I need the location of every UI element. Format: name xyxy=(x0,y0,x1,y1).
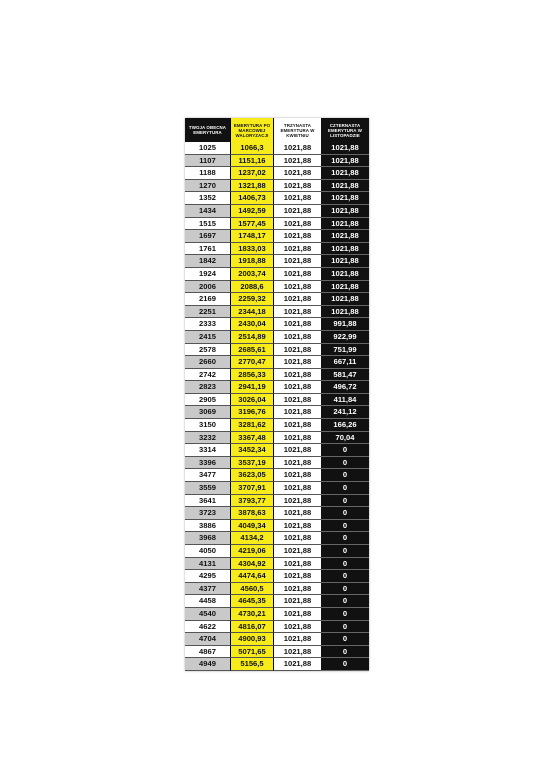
current-pension-cell: 4704 xyxy=(185,633,230,646)
header-current-pension: TWOJA OBECNA EMERYTURA xyxy=(185,118,230,142)
thirteenth-pension-cell: 1021,88 xyxy=(274,356,321,369)
thirteenth-pension-cell: 1021,88 xyxy=(274,570,321,583)
thirteenth-pension-cell: 1021,88 xyxy=(274,558,321,571)
thirteenth-pension-cell: 1021,88 xyxy=(274,281,321,294)
header-pension-after-indexation: EMERYTURA PO MARCOWEJ WALORYZACJI xyxy=(230,118,274,142)
fourteenth-pension-cell: 241,12 xyxy=(321,406,369,419)
thirteenth-pension-cell: 1021,88 xyxy=(274,646,321,659)
table-row xyxy=(185,243,369,256)
fourteenth-pension-cell: 751,99 xyxy=(321,344,369,357)
indexed-pension-cell: 1577,45 xyxy=(230,218,274,231)
fourteenth-pension-cell: 1021,88 xyxy=(321,192,369,205)
indexed-pension-cell: 3196,76 xyxy=(230,406,274,419)
table-row xyxy=(185,406,369,419)
thirteenth-pension-cell: 1021,88 xyxy=(274,192,321,205)
table-row xyxy=(185,457,369,470)
indexed-pension-cell: 2259,32 xyxy=(230,293,274,306)
fourteenth-pension-cell: 0 xyxy=(321,621,369,634)
indexed-pension-cell: 4560,5 xyxy=(230,583,274,596)
fourteenth-pension-cell: 1021,88 xyxy=(321,218,369,231)
table-row xyxy=(185,318,369,331)
current-pension-cell: 1697 xyxy=(185,230,230,243)
fourteenth-pension-cell: 0 xyxy=(321,608,369,621)
indexed-pension-cell: 4049,34 xyxy=(230,520,274,533)
table-row xyxy=(185,218,369,231)
thirteenth-pension-cell: 1021,88 xyxy=(274,243,321,256)
thirteenth-pension-cell: 1021,88 xyxy=(274,419,321,432)
current-pension-cell: 3150 xyxy=(185,419,230,432)
current-pension-cell: 3968 xyxy=(185,532,230,545)
table-row xyxy=(185,444,369,457)
thirteenth-pension-cell: 1021,88 xyxy=(274,293,321,306)
thirteenth-pension-cell: 1021,88 xyxy=(274,507,321,520)
fourteenth-pension-cell: 0 xyxy=(321,444,369,457)
indexed-pension-cell: 5156,5 xyxy=(230,658,274,671)
thirteenth-pension-cell: 1021,88 xyxy=(274,469,321,482)
indexed-pension-cell: 1918,88 xyxy=(230,255,274,268)
table-row xyxy=(185,595,369,608)
indexed-pension-cell: 2685,61 xyxy=(230,344,274,357)
indexed-pension-cell: 1237,02 xyxy=(230,167,274,180)
indexed-pension-cell: 4900,93 xyxy=(230,633,274,646)
indexed-pension-cell: 4645,35 xyxy=(230,595,274,608)
current-pension-cell: 3641 xyxy=(185,495,230,508)
current-pension-cell: 4050 xyxy=(185,545,230,558)
current-pension-cell: 2905 xyxy=(185,394,230,407)
fourteenth-pension-cell: 0 xyxy=(321,507,369,520)
indexed-pension-cell: 1406,73 xyxy=(230,192,274,205)
current-pension-cell: 4949 xyxy=(185,658,230,671)
table-row xyxy=(185,419,369,432)
thirteenth-pension-cell: 1021,88 xyxy=(274,230,321,243)
fourteenth-pension-cell: 0 xyxy=(321,520,369,533)
fourteenth-pension-cell: 1021,88 xyxy=(321,167,369,180)
fourteenth-pension-cell: 496,72 xyxy=(321,381,369,394)
table-row xyxy=(185,558,369,571)
thirteenth-pension-cell: 1021,88 xyxy=(274,482,321,495)
thirteenth-pension-cell: 1021,88 xyxy=(274,520,321,533)
table-row xyxy=(185,356,369,369)
thirteenth-pension-cell: 1021,88 xyxy=(274,545,321,558)
fourteenth-pension-cell: 1021,88 xyxy=(321,255,369,268)
table-row xyxy=(185,520,369,533)
indexed-pension-cell: 3623,05 xyxy=(230,469,274,482)
table-row xyxy=(185,306,369,319)
table-header xyxy=(185,118,369,142)
thirteenth-pension-cell: 1021,88 xyxy=(274,142,321,155)
table-row xyxy=(185,255,369,268)
thirteenth-pension-cell: 1021,88 xyxy=(274,155,321,168)
indexed-pension-cell: 1066,3 xyxy=(230,142,274,155)
thirteenth-pension-cell: 1021,88 xyxy=(274,255,321,268)
indexed-pension-cell: 2856,33 xyxy=(230,369,274,382)
current-pension-cell: 1842 xyxy=(185,255,230,268)
current-pension-cell: 3723 xyxy=(185,507,230,520)
current-pension-cell: 4377 xyxy=(185,583,230,596)
indexed-pension-cell: 4816,07 xyxy=(230,621,274,634)
indexed-pension-cell: 4304,92 xyxy=(230,558,274,571)
current-pension-cell: 1270 xyxy=(185,180,230,193)
current-pension-cell: 2742 xyxy=(185,369,230,382)
indexed-pension-cell: 4134,2 xyxy=(230,532,274,545)
fourteenth-pension-cell: 991,88 xyxy=(321,318,369,331)
indexed-pension-cell: 4730,21 xyxy=(230,608,274,621)
thirteenth-pension-cell: 1021,88 xyxy=(274,205,321,218)
thirteenth-pension-cell: 1021,88 xyxy=(274,394,321,407)
fourteenth-pension-cell: 0 xyxy=(321,469,369,482)
current-pension-cell: 2251 xyxy=(185,306,230,319)
thirteenth-pension-cell: 1021,88 xyxy=(274,218,321,231)
table-body xyxy=(185,142,369,671)
current-pension-cell: 1434 xyxy=(185,205,230,218)
table-row xyxy=(185,545,369,558)
indexed-pension-cell: 1748,17 xyxy=(230,230,274,243)
table-row xyxy=(185,532,369,545)
fourteenth-pension-cell: 1021,88 xyxy=(321,281,369,294)
thirteenth-pension-cell: 1021,88 xyxy=(274,457,321,470)
fourteenth-pension-cell: 0 xyxy=(321,495,369,508)
table-row xyxy=(185,495,369,508)
indexed-pension-cell: 2088,6 xyxy=(230,281,274,294)
fourteenth-pension-cell: 922,99 xyxy=(321,331,369,344)
indexed-pension-cell: 3793,77 xyxy=(230,495,274,508)
table-row xyxy=(185,482,369,495)
fourteenth-pension-cell: 1021,88 xyxy=(321,230,369,243)
table-row xyxy=(185,646,369,659)
indexed-pension-cell: 5071,65 xyxy=(230,646,274,659)
indexed-pension-cell: 3452,34 xyxy=(230,444,274,457)
current-pension-cell: 4622 xyxy=(185,621,230,634)
indexed-pension-cell: 3537,19 xyxy=(230,457,274,470)
table-row xyxy=(185,344,369,357)
current-pension-cell: 4131 xyxy=(185,558,230,571)
indexed-pension-cell: 3281,62 xyxy=(230,419,274,432)
current-pension-cell: 2333 xyxy=(185,318,230,331)
table-row xyxy=(185,369,369,382)
current-pension-cell: 1515 xyxy=(185,218,230,231)
table-row xyxy=(185,167,369,180)
table-row xyxy=(185,281,369,294)
fourteenth-pension-cell: 0 xyxy=(321,482,369,495)
current-pension-cell: 1924 xyxy=(185,268,230,281)
indexed-pension-cell: 2941,19 xyxy=(230,381,274,394)
thirteenth-pension-cell: 1021,88 xyxy=(274,268,321,281)
fourteenth-pension-cell: 1021,88 xyxy=(321,205,369,218)
thirteenth-pension-cell: 1021,88 xyxy=(274,381,321,394)
indexed-pension-cell: 1833,03 xyxy=(230,243,274,256)
table-row xyxy=(185,381,369,394)
indexed-pension-cell: 2344,18 xyxy=(230,306,274,319)
fourteenth-pension-cell: 1021,88 xyxy=(321,268,369,281)
table-row xyxy=(185,293,369,306)
table-row xyxy=(185,394,369,407)
fourteenth-pension-cell: 0 xyxy=(321,532,369,545)
thirteenth-pension-cell: 1021,88 xyxy=(274,369,321,382)
thirteenth-pension-cell: 1021,88 xyxy=(274,608,321,621)
current-pension-cell: 1352 xyxy=(185,192,230,205)
indexed-pension-cell: 4219,06 xyxy=(230,545,274,558)
table-row xyxy=(185,155,369,168)
indexed-pension-cell: 1492,59 xyxy=(230,205,274,218)
current-pension-cell: 3886 xyxy=(185,520,230,533)
table-row xyxy=(185,192,369,205)
thirteenth-pension-cell: 1021,88 xyxy=(274,344,321,357)
current-pension-cell: 2660 xyxy=(185,356,230,369)
thirteenth-pension-cell: 1021,88 xyxy=(274,532,321,545)
thirteenth-pension-cell: 1021,88 xyxy=(274,167,321,180)
thirteenth-pension-cell: 1021,88 xyxy=(274,180,321,193)
current-pension-cell: 1761 xyxy=(185,243,230,256)
fourteenth-pension-cell: 0 xyxy=(321,570,369,583)
current-pension-cell: 4458 xyxy=(185,595,230,608)
fourteenth-pension-cell: 70,04 xyxy=(321,432,369,445)
current-pension-cell: 2823 xyxy=(185,381,230,394)
fourteenth-pension-cell: 0 xyxy=(321,558,369,571)
table-row xyxy=(185,180,369,193)
header-fourteenth-pension: CZTERNASTA EMERYTURA W LISTOPADZIE xyxy=(321,118,369,142)
table-row xyxy=(185,507,369,520)
fourteenth-pension-cell: 1021,88 xyxy=(321,180,369,193)
table-row xyxy=(185,268,369,281)
table-row xyxy=(185,621,369,634)
table-row xyxy=(185,633,369,646)
thirteenth-pension-cell: 1021,88 xyxy=(274,658,321,671)
current-pension-cell: 4295 xyxy=(185,570,230,583)
thirteenth-pension-cell: 1021,88 xyxy=(274,633,321,646)
fourteenth-pension-cell: 1021,88 xyxy=(321,155,369,168)
current-pension-cell: 3559 xyxy=(185,482,230,495)
indexed-pension-cell: 3707,91 xyxy=(230,482,274,495)
table-row xyxy=(185,331,369,344)
current-pension-cell: 1188 xyxy=(185,167,230,180)
fourteenth-pension-cell: 581,47 xyxy=(321,369,369,382)
fourteenth-pension-cell: 166,26 xyxy=(321,419,369,432)
indexed-pension-cell: 2770,47 xyxy=(230,356,274,369)
thirteenth-pension-cell: 1021,88 xyxy=(274,621,321,634)
current-pension-cell: 3232 xyxy=(185,432,230,445)
thirteenth-pension-cell: 1021,88 xyxy=(274,495,321,508)
table-row xyxy=(185,658,369,671)
indexed-pension-cell: 4474,64 xyxy=(230,570,274,583)
current-pension-cell: 4540 xyxy=(185,608,230,621)
indexed-pension-cell: 2514,89 xyxy=(230,331,274,344)
fourteenth-pension-cell: 0 xyxy=(321,583,369,596)
fourteenth-pension-cell: 1021,88 xyxy=(321,243,369,256)
current-pension-cell: 4867 xyxy=(185,646,230,659)
table-row xyxy=(185,432,369,445)
indexed-pension-cell: 2003,74 xyxy=(230,268,274,281)
fourteenth-pension-cell: 0 xyxy=(321,545,369,558)
fourteenth-pension-cell: 1021,88 xyxy=(321,306,369,319)
current-pension-cell: 3314 xyxy=(185,444,230,457)
fourteenth-pension-cell: 0 xyxy=(321,457,369,470)
fourteenth-pension-cell: 0 xyxy=(321,633,369,646)
current-pension-cell: 1025 xyxy=(185,142,230,155)
thirteenth-pension-cell: 1021,88 xyxy=(274,406,321,419)
fourteenth-pension-cell: 1021,88 xyxy=(321,142,369,155)
table-row xyxy=(185,469,369,482)
table-row xyxy=(185,142,369,155)
indexed-pension-cell: 3367,48 xyxy=(230,432,274,445)
fourteenth-pension-cell: 667,11 xyxy=(321,356,369,369)
fourteenth-pension-cell: 0 xyxy=(321,658,369,671)
fourteenth-pension-cell: 0 xyxy=(321,646,369,659)
indexed-pension-cell: 3878,63 xyxy=(230,507,274,520)
current-pension-cell: 3069 xyxy=(185,406,230,419)
current-pension-cell: 2169 xyxy=(185,293,230,306)
current-pension-cell: 3396 xyxy=(185,457,230,470)
thirteenth-pension-cell: 1021,88 xyxy=(274,595,321,608)
current-pension-cell: 2415 xyxy=(185,331,230,344)
thirteenth-pension-cell: 1021,88 xyxy=(274,306,321,319)
table-row xyxy=(185,205,369,218)
thirteenth-pension-cell: 1021,88 xyxy=(274,331,321,344)
indexed-pension-cell: 2430,04 xyxy=(230,318,274,331)
current-pension-cell: 2006 xyxy=(185,281,230,294)
table-row xyxy=(185,608,369,621)
thirteenth-pension-cell: 1021,88 xyxy=(274,583,321,596)
table-row xyxy=(185,583,369,596)
current-pension-cell: 2578 xyxy=(185,344,230,357)
table-row xyxy=(185,230,369,243)
fourteenth-pension-cell: 0 xyxy=(321,595,369,608)
indexed-pension-cell: 3026,04 xyxy=(230,394,274,407)
header-thirteenth-pension: TRZYNASTA EMERYTURA W KWIETNIU xyxy=(274,118,321,142)
thirteenth-pension-cell: 1021,88 xyxy=(274,432,321,445)
thirteenth-pension-cell: 1021,88 xyxy=(274,318,321,331)
pension-table xyxy=(185,118,369,671)
fourteenth-pension-cell: 411,84 xyxy=(321,394,369,407)
current-pension-cell: 1107 xyxy=(185,155,230,168)
thirteenth-pension-cell: 1021,88 xyxy=(274,444,321,457)
current-pension-cell: 3477 xyxy=(185,469,230,482)
indexed-pension-cell: 1151,16 xyxy=(230,155,274,168)
fourteenth-pension-cell: 1021,88 xyxy=(321,293,369,306)
indexed-pension-cell: 1321,88 xyxy=(230,180,274,193)
table-row xyxy=(185,570,369,583)
